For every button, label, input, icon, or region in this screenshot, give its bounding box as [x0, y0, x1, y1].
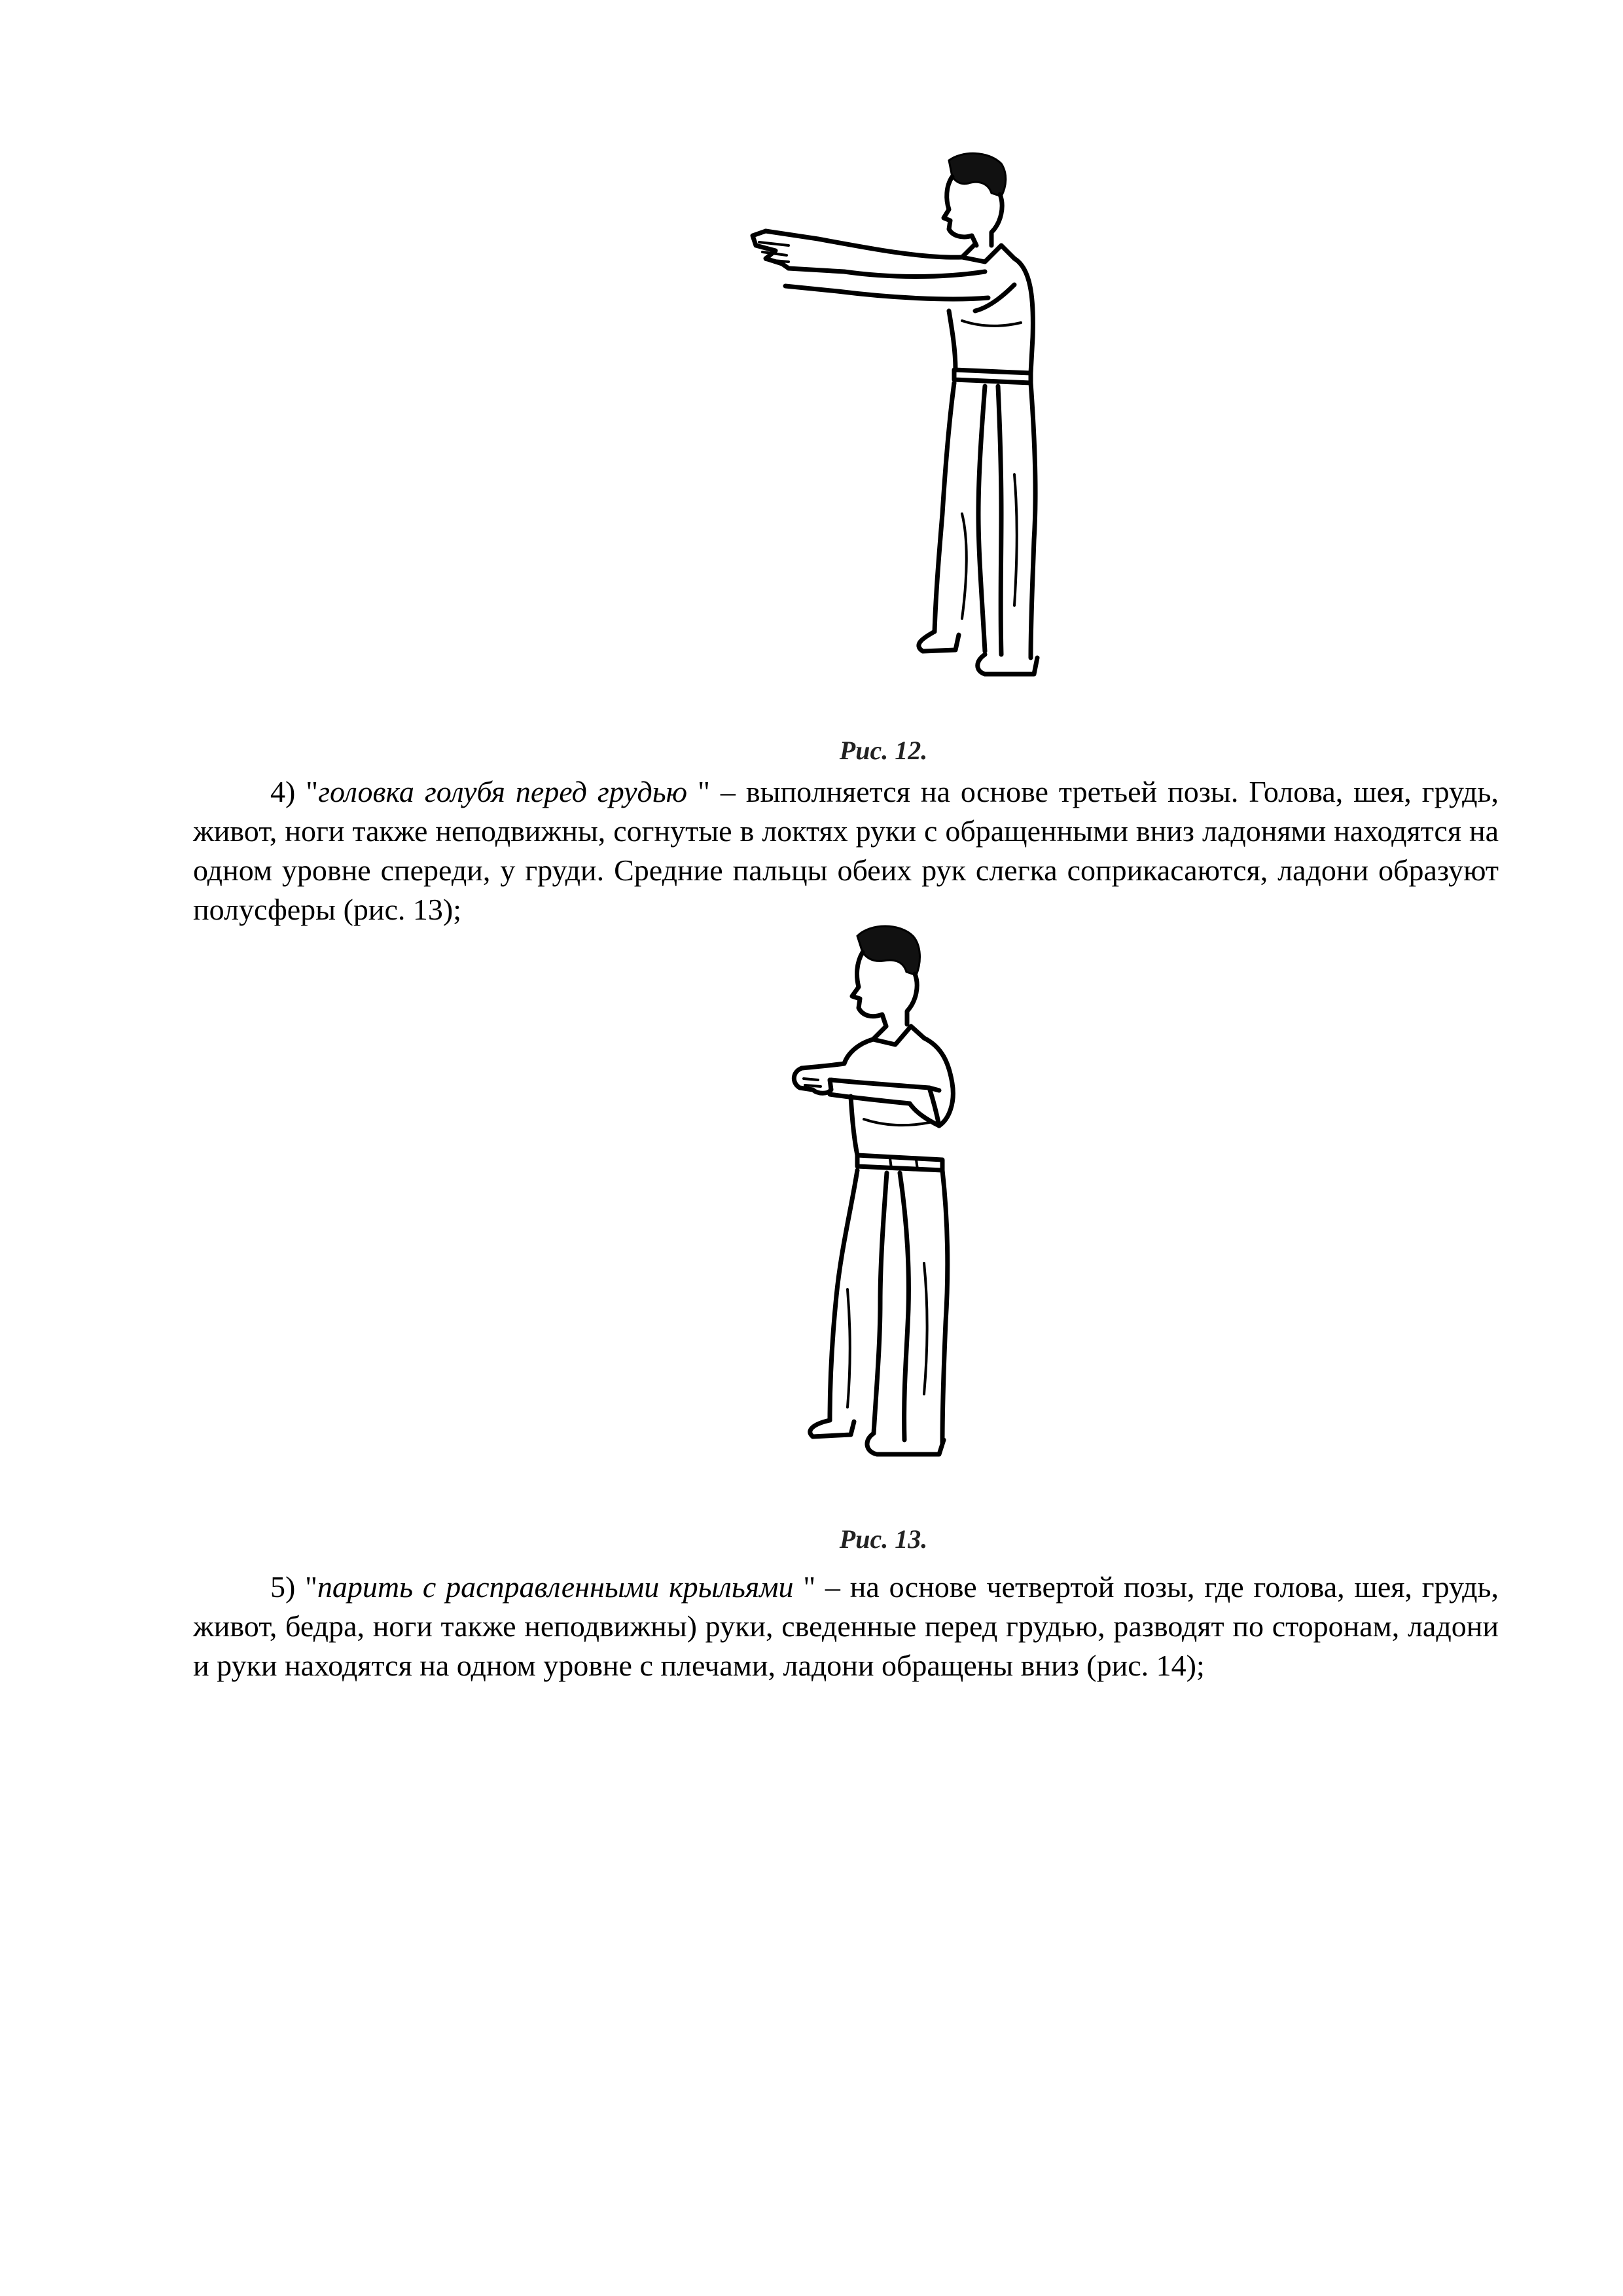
paragraph-5 [193, 1568, 1499, 1685]
paragraph-4-text: " – выполняется на основе третьей позы. Голова, шея, грудь, живот, ноги также неподвижны, согнутые в локтях руки с обращенными вниз ладонями находятся на одном уровне спереди, у груди. Средние пальцы обеих рук слегка соприкасаются, ладони образуют полусферы (рис. 13); [193, 775, 1499, 926]
standing-man-hands-at-chest-icon [753, 923, 1014, 1505]
paragraph-4-number: 4) " [270, 775, 319, 808]
paragraph-5-term: парить с расправленными крыльями [317, 1570, 794, 1604]
paragraph-5-number: 5) " [270, 1570, 317, 1604]
paragraph-4 [193, 772, 1499, 929]
figure-13-illustration [753, 923, 1014, 1505]
paragraph-4-term: головка голубя перед грудью [318, 775, 688, 808]
standing-man-arms-forward-icon [726, 147, 1067, 717]
figure-13-caption: Рис. 13. [839, 1524, 928, 1554]
figure-12-caption: Рис. 12. [839, 736, 928, 765]
paragraph-5-text: " – на основе четвертой позы, где голова, шея, грудь, живот, бедра, ноги также неподвижны) руки, сведенные перед грудью, разводят по сторонам, ладони и руки находятся на одном уровне с плечами, ладони обращены вниз (рис. 14); [193, 1570, 1499, 1682]
figure-12-illustration [726, 147, 1067, 717]
